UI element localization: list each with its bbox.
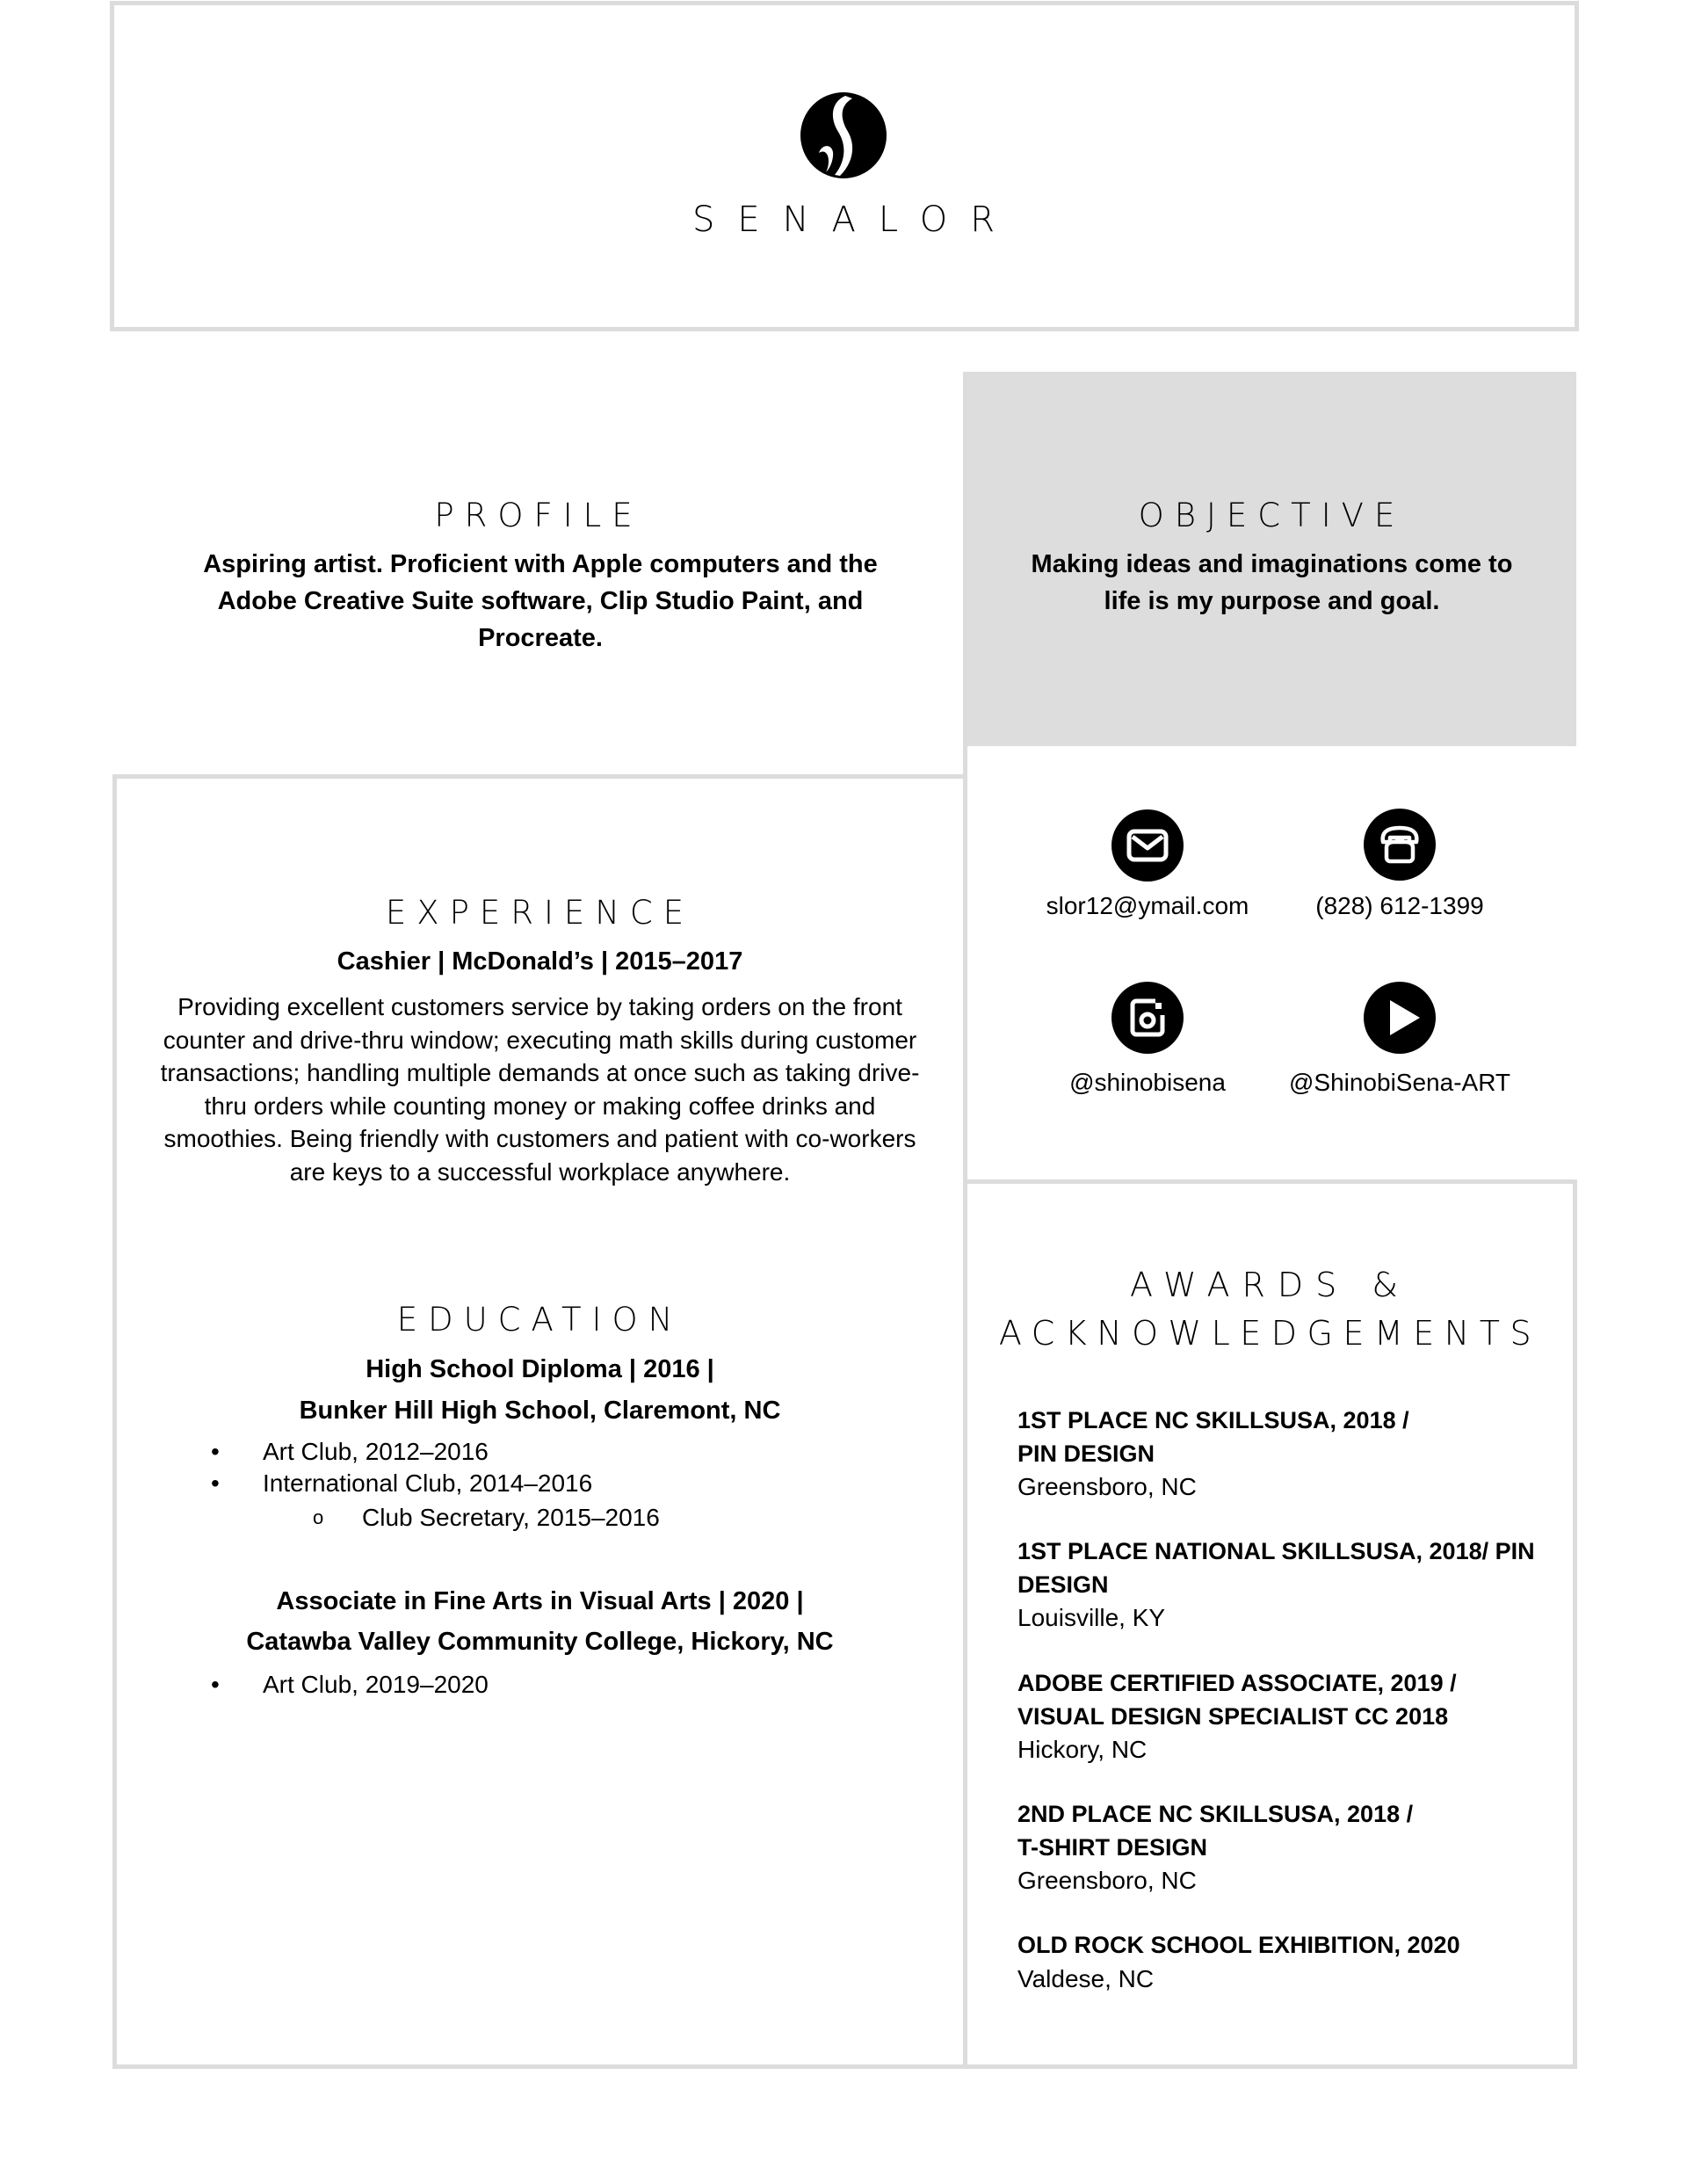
award-location: Hickory, NC bbox=[1017, 1736, 1148, 1763]
award-item bbox=[1017, 1667, 1545, 1767]
senalor-logo-icon bbox=[800, 91, 887, 179]
awards-heading-line1: AWARDS & bbox=[1130, 1266, 1410, 1304]
award-item bbox=[1017, 1404, 1545, 1504]
play-icon[interactable] bbox=[1364, 982, 1436, 1054]
education-item: International Club, 2014–2016 bbox=[263, 1469, 593, 1497]
instagram-handle[interactable]: @shinobisena bbox=[1069, 1069, 1226, 1096]
award-location: Valdese, NC bbox=[1017, 1964, 1155, 1992]
envelope-icon[interactable] bbox=[1111, 809, 1184, 882]
bullet-marker: • bbox=[211, 1671, 220, 1698]
award-title: DESIGN bbox=[1017, 1571, 1109, 1598]
job-title: Cashier | McDonald’s | 2015–2017 bbox=[337, 947, 743, 976]
award-item bbox=[1017, 1929, 1545, 1995]
objective-text: Making ideas and imaginations come to life is my purpose and goal. bbox=[1031, 550, 1513, 615]
profile-text: Aspiring artist. Proficient with Apple computers and the Adobe Creative Suite software, Clip Studio Paint, and Procreate. bbox=[203, 550, 878, 652]
awards-bottom-border bbox=[963, 2064, 1577, 2069]
education-sub-item: Club Secretary, 2015–2016 bbox=[362, 1504, 660, 1531]
job-description: Providing excellent customers service by taking orders on the front counter and drive-thru window; executing math skills during customer transactions; handling multiple demands at once such as taking drive-thru orders while counting money or making coffee drinks and smoothies. Being friendly with customers and patient with co-workers are keys to a successful workplace anywhere. bbox=[160, 993, 920, 1186]
brand-name: SENALOR bbox=[691, 200, 1018, 240]
phone-number[interactable]: (828) 612-1399 bbox=[1315, 892, 1484, 919]
bullet-marker: • bbox=[211, 1469, 220, 1497]
education-item: Art Club, 2012–2016 bbox=[263, 1438, 489, 1465]
experience-heading: EXPERIENCE bbox=[385, 894, 695, 932]
award-title: ADOBE CERTIFIED ASSOCIATE, 2019 / bbox=[1017, 1670, 1457, 1696]
awards-heading-line2: ACKNOWLEDGEMENTS bbox=[998, 1314, 1542, 1353]
instagram-icon[interactable] bbox=[1111, 982, 1184, 1054]
awards-top-border bbox=[963, 1179, 1577, 1184]
objective-left-border bbox=[963, 372, 967, 746]
award-title: 2ND PLACE NC SKILLSUSA, 2018 / bbox=[1017, 1801, 1414, 1827]
awards-right-border bbox=[1573, 1179, 1577, 2069]
youtube-handle[interactable]: @ShinobiSena-ART bbox=[1288, 1069, 1511, 1096]
award-item bbox=[1017, 1535, 1545, 1635]
education-degree-1: High School Diploma | 2016 | bbox=[366, 1355, 714, 1383]
award-title: OLD ROCK SCHOOL EXHIBITION, 2020 bbox=[1017, 1932, 1460, 1958]
sub-bullet-marker: o bbox=[313, 1506, 324, 1528]
award-item bbox=[1017, 1798, 1545, 1897]
center-divider bbox=[963, 746, 967, 2069]
education-degree-2: Associate in Fine Arts in Visual Arts | 2020 | bbox=[276, 1587, 804, 1615]
award-location: Louisville, KY bbox=[1017, 1604, 1166, 1631]
award-title: 1ST PLACE NC SKILLSUSA, 2018 / bbox=[1017, 1407, 1409, 1433]
award-location: Greensboro, NC bbox=[1017, 1473, 1197, 1500]
education-school-1: Bunker Hill High School, Claremont, NC bbox=[299, 1397, 781, 1425]
left-box-bottom-border bbox=[112, 2064, 967, 2069]
award-title: T-SHIRT DESIGN bbox=[1017, 1833, 1208, 1861]
award-title: 1ST PLACE NATIONAL SKILLSUSA, 2018/ PIN bbox=[1017, 1538, 1535, 1564]
email-link[interactable]: slor12@ymail.com bbox=[1046, 892, 1249, 919]
left-box-top-border bbox=[112, 774, 967, 779]
education-heading: EDUCATION bbox=[396, 1301, 684, 1339]
education-school-2: Catawba Valley Community College, Hickory, NC bbox=[246, 1628, 834, 1656]
bullet-marker: • bbox=[211, 1438, 220, 1465]
telephone-icon[interactable] bbox=[1364, 809, 1436, 881]
award-title: VISUAL DESIGN SPECIALIST CC 2018 bbox=[1017, 1702, 1449, 1730]
award-location: Greensboro, NC bbox=[1017, 1867, 1197, 1894]
objective-heading: OBJECTIVE bbox=[1138, 497, 1406, 534]
education-item: Art Club, 2019–2020 bbox=[263, 1671, 489, 1698]
profile-heading: PROFILE bbox=[434, 497, 643, 534]
award-title: PIN DESIGN bbox=[1017, 1440, 1155, 1467]
